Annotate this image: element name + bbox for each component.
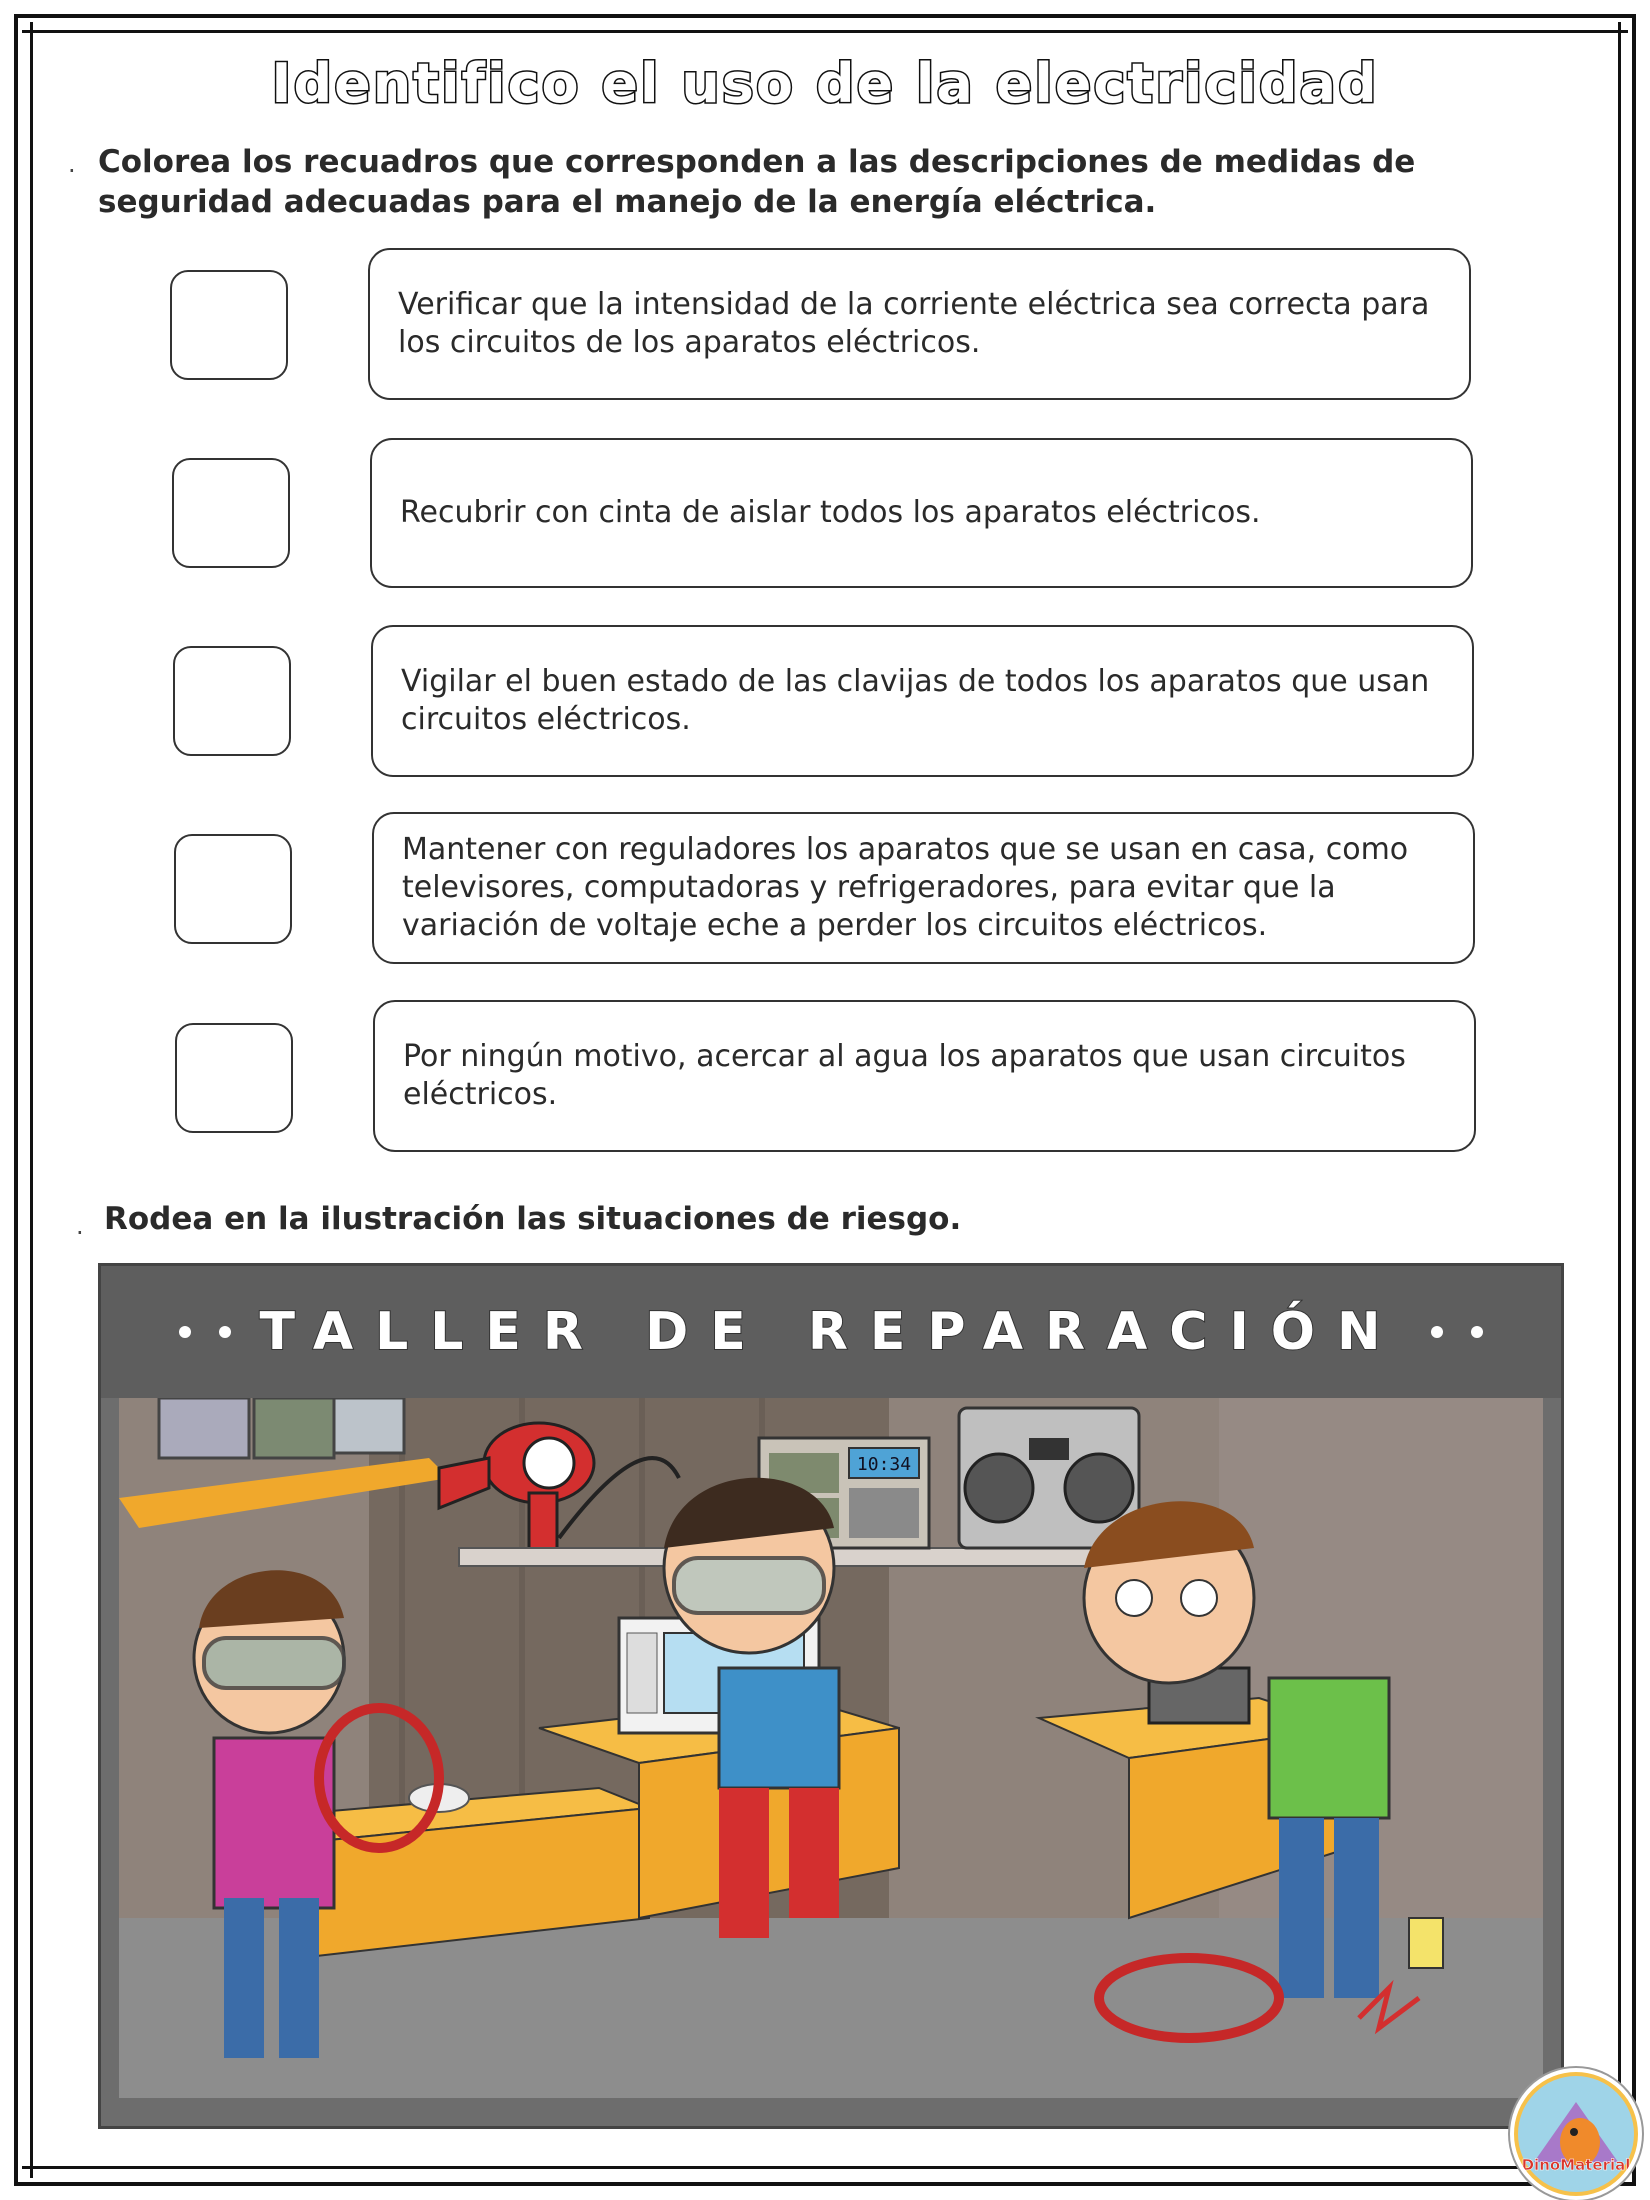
banner-title: TALLER DE REPARACIÓN xyxy=(259,1302,1403,1362)
frame-dash-right xyxy=(1618,22,1621,2178)
workshop-room xyxy=(119,1398,1543,2098)
checkbox-5[interactable] xyxy=(175,1023,293,1133)
banner-dot xyxy=(1471,1326,1483,1338)
frame-dash-top xyxy=(22,30,1628,33)
page-title: Identifico el uso de la electricidad xyxy=(271,52,1379,115)
radio-device xyxy=(254,1398,334,1458)
checkbox-4[interactable] xyxy=(174,834,292,944)
wall-outlet xyxy=(1409,1918,1443,1968)
bullet-1: . xyxy=(68,150,76,178)
checkbox-1[interactable] xyxy=(170,270,288,380)
option-2-text: Recubrir con cinta de aislar todos los aparatos eléctricos. xyxy=(400,495,1261,530)
option-3 xyxy=(371,625,1474,777)
workshop-banner xyxy=(101,1266,1561,1398)
clock-display: 10:34 xyxy=(856,1454,912,1475)
dino-logo-icon xyxy=(1514,2072,1638,2196)
logo-text: DinoMaterial xyxy=(1521,2156,1631,2174)
dinomaterial-logo xyxy=(1510,2068,1642,2200)
workshop-illustration[interactable] xyxy=(98,1263,1564,2129)
banner-dot xyxy=(179,1326,191,1338)
option-3-text: Vigilar el buen estado de las clavijas de todos los aparatos que usan circuitos eléctricos. xyxy=(401,664,1430,737)
option-5 xyxy=(373,1000,1476,1152)
checkbox-2[interactable] xyxy=(172,458,290,568)
radio-device xyxy=(334,1398,404,1453)
option-2 xyxy=(370,438,1473,588)
banner-dot xyxy=(1431,1326,1443,1338)
workshop-scene-svg xyxy=(119,1398,1543,2098)
frame-dash-bottom xyxy=(22,2166,1628,2169)
option-4 xyxy=(372,812,1475,964)
option-1-text: Verificar que la intensidad de la corriente eléctrica sea correcta para los circuitos de los aparatos eléctricos. xyxy=(398,287,1430,360)
option-4-text: Mantener con reguladores los aparatos que se usan en casa, como televisores, computadoras y refrigeradores, para evitar que la variación de voltaje eche a perder los circuitos eléctricos. xyxy=(402,832,1409,943)
instruction-1: Colorea los recuadros que corresponden a las descripciones de medidas de seguridad adecuadas para el manejo de la energía eléctrica. xyxy=(98,144,1416,220)
frame-dash-left xyxy=(30,22,33,2178)
banner-dot xyxy=(219,1326,231,1338)
radio-device xyxy=(159,1398,249,1458)
instruction-2: Rodea en la ilustración las situaciones de riesgo. xyxy=(104,1201,962,1237)
checkbox-3[interactable] xyxy=(173,646,291,756)
option-5-text: Por ningún motivo, acercar al agua los aparatos que usan circuitos eléctricos. xyxy=(403,1039,1406,1112)
option-1 xyxy=(368,248,1471,400)
bullet-2: . xyxy=(76,1212,84,1240)
